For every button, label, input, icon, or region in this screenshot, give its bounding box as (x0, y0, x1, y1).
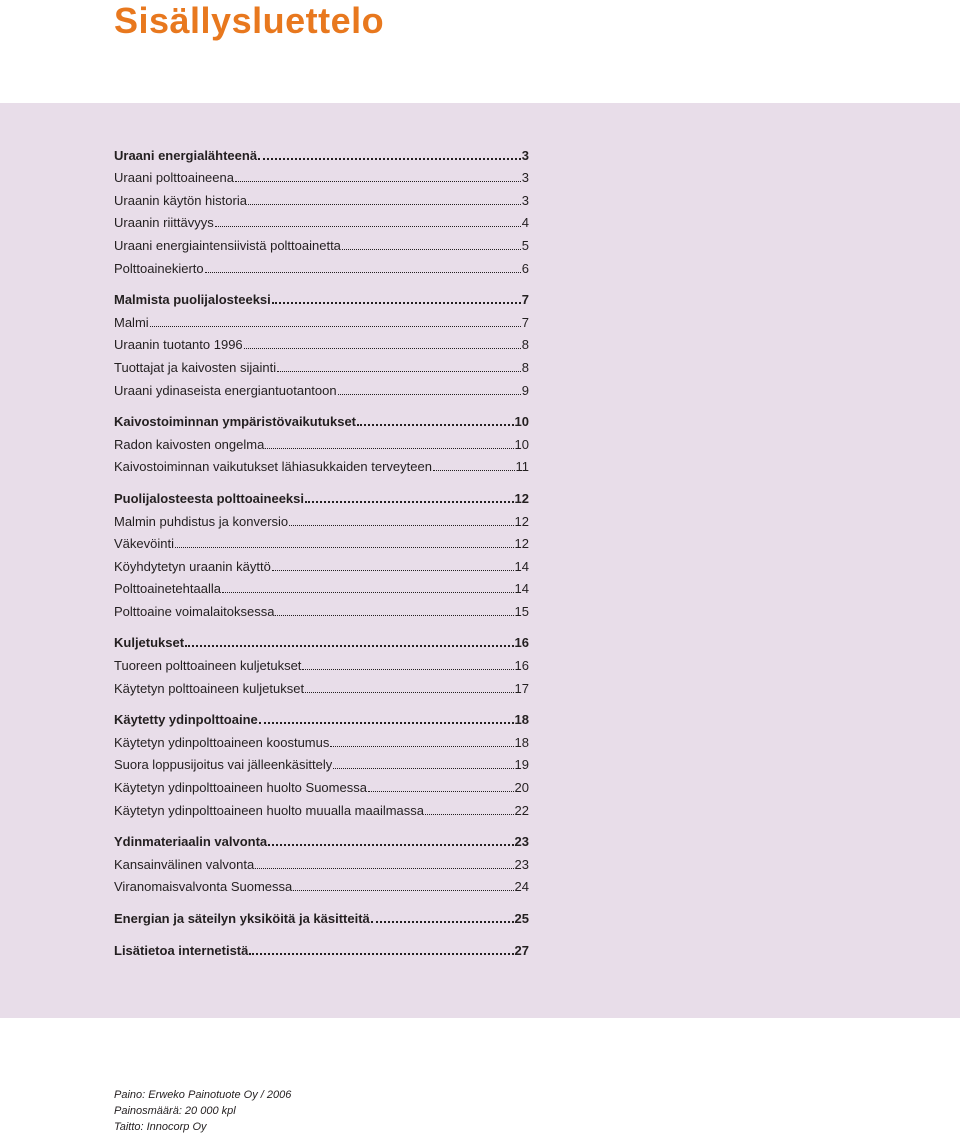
toc-section-heading (114, 827, 529, 850)
toc-page-number: 17 (514, 680, 529, 696)
table-of-contents-panel (0, 103, 960, 1018)
toc-page-number: 15 (514, 603, 529, 619)
toc-page-number: 27 (514, 942, 529, 958)
toc-entry-label: Suora loppusijoitus vai jälleenkäsittely (114, 757, 333, 773)
toc-page-number: 23 (514, 834, 529, 850)
toc-entry (114, 727, 529, 750)
toc-dot-leader (249, 953, 513, 955)
toc-entry-label: Köyhdytetyn uraanin käyttö (114, 558, 271, 574)
toc-entry-label: Tuottajat ja kaivosten sijainti (114, 359, 277, 375)
colophon (114, 1087, 291, 1135)
toc-entry-label: Uraani polttoaineena (114, 170, 234, 186)
toc-dot-leader (265, 448, 513, 449)
toc-page-number: 12 (514, 536, 529, 552)
toc-entry-label: Uraanin tuotanto 1996 (114, 337, 243, 353)
toc-entry-label: Kaivostoiminnan vaikutukset lähiasukkaiden terveyteen (114, 459, 432, 475)
toc-page-number: 10 (514, 414, 529, 430)
toc-section (114, 407, 529, 475)
toc-section-heading (114, 407, 529, 430)
toc-entry (114, 795, 529, 818)
toc-entry (114, 208, 529, 231)
toc-page-number: 12 (514, 513, 529, 529)
toc-entry (114, 574, 529, 597)
toc-dot-leader (258, 158, 521, 160)
toc-entry (114, 551, 529, 574)
toc-entry-label: Uraanin käytön historia (114, 192, 247, 208)
toc-entry (114, 352, 529, 375)
toc-page-number: 19 (514, 757, 529, 773)
toc-entry (114, 330, 529, 353)
toc-section-heading (114, 140, 529, 163)
toc-dot-leader (268, 844, 513, 846)
toc-entry-label: Polttoainekierto (114, 260, 204, 276)
toc-dot-leader (433, 470, 515, 471)
toc-page-number: 10 (514, 436, 529, 452)
toc-page-number: 14 (514, 581, 529, 597)
toc-entry (114, 596, 529, 619)
toc-dot-leader (248, 204, 521, 205)
toc-dot-leader (342, 249, 521, 250)
toc-entry (114, 452, 529, 475)
toc-entry-label: Malmi (114, 314, 149, 330)
toc-entry-label: Käytetyn polttoaineen kuljetukset (114, 680, 305, 696)
toc-entry (114, 253, 529, 276)
toc-entry (114, 849, 529, 872)
toc-page-number: 18 (514, 712, 529, 728)
toc-entry-label: Kuljetukset (114, 635, 185, 651)
toc-dot-leader (222, 592, 514, 593)
toc-entry-label: Puolijalosteesta polttoaineeksi (114, 490, 304, 506)
toc-page-number: 24 (514, 879, 529, 895)
toc-entry-label: Käytetty ydinpolttoaine (114, 712, 258, 728)
toc-entry-label: Väkevöinti (114, 536, 174, 552)
toc-page-number: 18 (514, 734, 529, 750)
toc-entry-label: Uraani ydinaseista energiantuotantoon (114, 382, 337, 398)
toc-dot-leader (302, 669, 513, 670)
toc-dot-leader (235, 181, 521, 182)
colophon-printer: Paino: Erweko Painotuote Oy / 2006 (114, 1089, 292, 1101)
toc-page-number: 12 (514, 490, 529, 506)
toc-page-number: 23 (514, 856, 529, 872)
toc-dot-leader (175, 547, 514, 548)
toc-dot-leader (272, 570, 514, 571)
toc-entry-label: Käytetyn ydinpolttoaineen huolto Suomessa (114, 780, 367, 796)
toc-dot-leader (185, 645, 513, 647)
toc-section (114, 285, 529, 398)
toc-entry (114, 375, 529, 398)
toc-section (114, 903, 529, 926)
toc-dot-leader (333, 768, 513, 769)
toc-entry (114, 506, 529, 529)
toc-section (114, 935, 529, 958)
toc-page-number: 5 (521, 237, 529, 253)
toc-page-number: 11 (515, 459, 529, 475)
toc-dot-leader (293, 890, 513, 891)
toc-entry-label: Ydinmateriaalin valvonta (114, 834, 268, 850)
toc-section-heading (114, 935, 529, 958)
table-of-contents-list (114, 140, 529, 967)
toc-section (114, 140, 529, 276)
toc-entry-label: Uraani energiaintensiivistä polttoainetta (114, 237, 341, 253)
toc-page-number: 3 (521, 192, 529, 208)
toc-dot-leader (272, 302, 521, 304)
toc-entry (114, 750, 529, 773)
toc-page-number: 7 (521, 314, 529, 330)
toc-dot-leader (215, 226, 521, 227)
toc-entry-label: Käytetyn ydinpolttoaineen huolto muualla maailmassa (114, 802, 425, 818)
toc-page-number: 7 (521, 292, 529, 308)
toc-entry-label: Uraani energialähteenä (114, 147, 258, 163)
toc-section (114, 483, 529, 619)
toc-entry-label: Kaivostoiminnan ympäristövaikutukset (114, 414, 357, 430)
toc-section-heading (114, 483, 529, 506)
toc-page-number: 20 (514, 780, 529, 796)
toc-dot-leader (357, 424, 514, 426)
toc-page-number: 4 (521, 215, 529, 231)
toc-entry (114, 529, 529, 552)
toc-dot-leader (255, 868, 513, 869)
toc-entry-label: Kansainvälinen valvonta (114, 856, 255, 872)
toc-page-number: 3 (521, 147, 529, 163)
toc-entry-label: Energian ja säteilyn yksiköitä ja käsitteitä (114, 911, 370, 926)
toc-entry-label: Malmin puhdistus ja konversio (114, 513, 289, 529)
toc-page-number: 9 (521, 382, 529, 398)
toc-entry-label: Uraanin riittävyys (114, 215, 214, 231)
toc-dot-leader (275, 615, 513, 616)
toc-entry-label: Polttoaine voimalaitoksessa (114, 603, 275, 619)
toc-entry (114, 230, 529, 253)
toc-entry (114, 185, 529, 208)
toc-dot-leader (368, 791, 514, 792)
toc-page-number: 16 (514, 635, 529, 651)
colophon-print-run: Painosmäärä: 20 000 kpl (114, 1105, 236, 1117)
toc-entry-label: Malmista puolijalosteeksi (114, 292, 271, 308)
toc-section (114, 827, 529, 895)
toc-section-heading (114, 903, 529, 926)
toc-dot-leader (244, 348, 521, 349)
toc-section-heading (114, 285, 529, 308)
toc-dot-leader (371, 921, 514, 923)
toc-entry (114, 429, 529, 452)
toc-dot-leader (425, 814, 514, 815)
toc-entry-label: Lisätietoa internetistä (114, 942, 249, 958)
toc-entry-label: Viranomaisvalvonta Suomessa (114, 879, 293, 895)
toc-dot-leader (305, 501, 514, 503)
toc-page-number: 22 (514, 802, 529, 818)
toc-page-number: 16 (514, 658, 529, 674)
toc-entry (114, 650, 529, 673)
toc-section-heading (114, 705, 529, 728)
toc-entry (114, 163, 529, 186)
toc-dot-leader (305, 692, 513, 693)
toc-section (114, 705, 529, 818)
toc-entry (114, 872, 529, 895)
toc-dot-leader (259, 722, 514, 724)
toc-entry-label: Radon kaivosten ongelma (114, 436, 265, 452)
toc-dot-leader (330, 746, 513, 747)
toc-dot-leader (289, 525, 513, 526)
colophon-layout: Taitto: Innocorp Oy (114, 1121, 207, 1133)
toc-page-number: 8 (521, 359, 529, 375)
toc-entry (114, 307, 529, 330)
toc-page-number: 6 (521, 260, 529, 276)
toc-dot-leader (150, 326, 521, 327)
toc-entry (114, 772, 529, 795)
toc-page-number: 3 (521, 170, 529, 186)
toc-dot-leader (277, 371, 521, 372)
page-title: Sisällysluettelo (114, 0, 385, 41)
toc-entry-label: Tuoreen polttoaineen kuljetukset (114, 658, 302, 674)
toc-page-number: 14 (514, 558, 529, 574)
toc-section (114, 628, 529, 696)
toc-entry-label: Käytetyn ydinpolttoaineen koostumus (114, 734, 330, 750)
toc-page-number: 25 (514, 911, 529, 926)
toc-dot-leader (338, 394, 521, 395)
toc-entry (114, 673, 529, 696)
toc-entry-label: Polttoainetehtaalla (114, 581, 221, 597)
toc-section-heading (114, 628, 529, 651)
toc-page-number: 8 (521, 337, 529, 353)
toc-dot-leader (205, 272, 521, 273)
